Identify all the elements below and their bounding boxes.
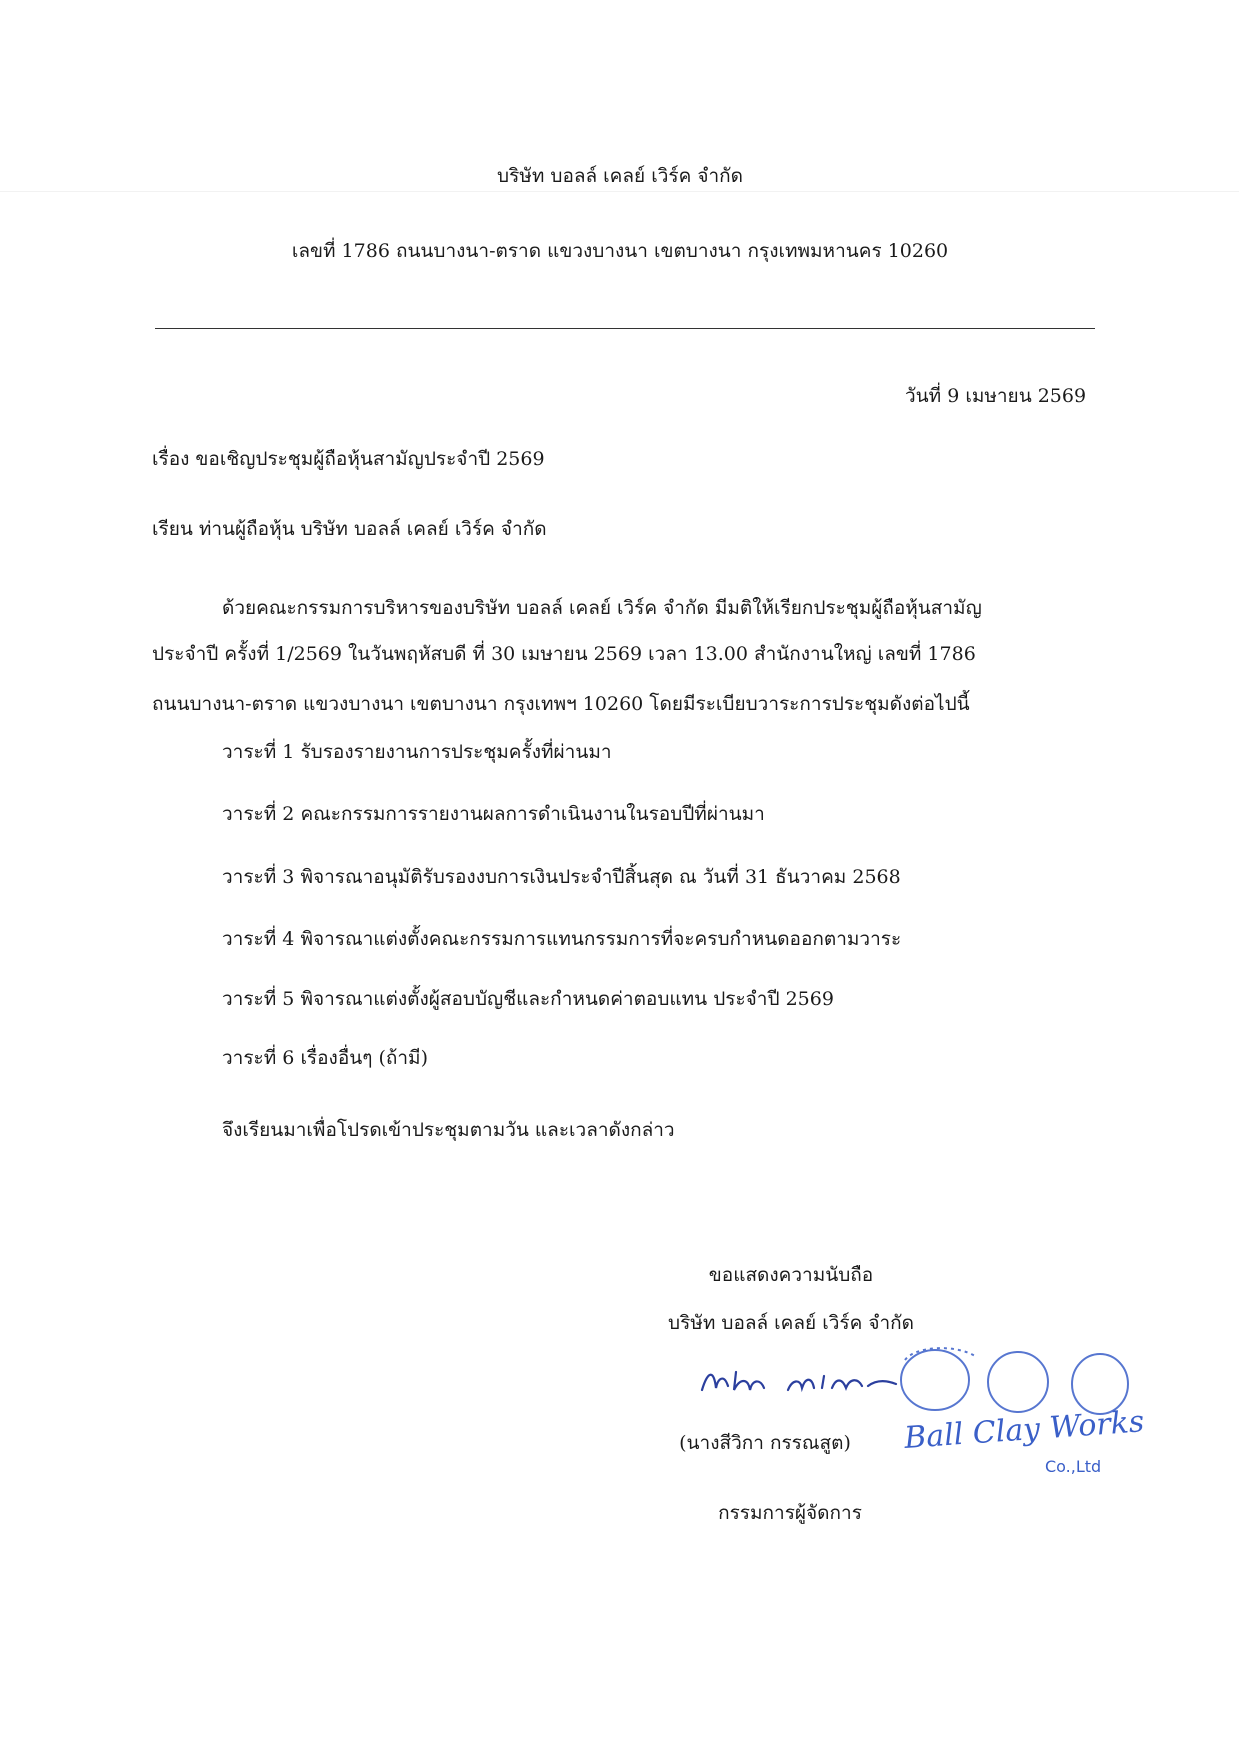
regards-text: ขอแสดงความนับถือ xyxy=(708,1264,874,1286)
signature-company: บริษัท บอลล์ เคลย์ เวิร์ค จำกัด xyxy=(668,1312,914,1334)
letter-subject: เรื่อง ขอเชิญประชุมผู้ถือหุ้นสามัญประจำปี 2569 xyxy=(152,448,545,470)
body-line-3: ถนนบางนา-ตราด แขวงบางนา เขตบางนา กรุงเทพฯ 10260 โดยมีระเบียบวาระการประชุมดังต่อไปนี้ xyxy=(152,693,970,715)
letter-date: วันที่ 9 เมษายน 2569 xyxy=(905,385,1087,407)
agenda-item-5: วาระที่ 5 พิจารณาแต่งตั้งผู้สอบบัญชีและกำหนดค่าตอบแทน ประจำปี 2569 xyxy=(222,988,834,1010)
body-line-1: ด้วยคณะกรรมการบริหารของบริษัท บอลล์ เคลย์ เวิร์ค จำกัด มีมติให้เรียกประชุมผู้ถือหุ้นสามัญ xyxy=(222,597,982,619)
seal-text: Ball Clay Works xyxy=(903,1404,1145,1456)
agenda-item-4: วาระที่ 4 พิจารณาแต่งตั้งคณะกรรมการแทนกรรมการที่จะครบกำหนดออกตามวาระ xyxy=(222,928,902,950)
signer-title: กรรมการผู้จัดการ xyxy=(718,1502,862,1524)
agenda-item-6: วาระที่ 6 เรื่องอื่นๆ (ถ้ามี) xyxy=(222,1047,428,1069)
signer-name: (นางสีวิกา กรรณสูต) xyxy=(679,1432,851,1454)
closing-line: จึงเรียนมาเพื่อโปรดเข้าประชุมตามวัน และเวลาดังกล่าว xyxy=(222,1119,675,1141)
header-divider xyxy=(155,328,1095,329)
agenda-item-2: วาระที่ 2 คณะกรรมการรายงานผลการดำเนินงานในรอบปีที่ผ่านมา xyxy=(222,803,765,825)
seal-subtext: Co.,Ltd xyxy=(1045,1457,1102,1476)
agenda-item-1: วาระที่ 1 รับรองรายงานการประชุมครั้งที่ผ่านมา xyxy=(222,741,612,763)
agenda-item-3: วาระที่ 3 พิจารณาอนุมัติรับรองงบการเงินประจำปีสิ้นสุด ณ วันที่ 31 ธันวาคม 2568 xyxy=(222,866,901,888)
company-address: เลขที่ 1786 ถนนบางนา-ตราด แขวงบางนา เขตบางนา กรุงเทพมหานคร 10260 xyxy=(291,240,949,262)
body-line-2: ประจำปี ครั้งที่ 1/2569 ในวันพฤหัสบดี ที่ 30 เมษายน 2569 เวลา 13.00 สำนักงานใหญ่ เลขที่ 1786 xyxy=(152,643,976,665)
company-name-heading: บริษัท บอลล์ เคลย์ เวิร์ค จำกัด xyxy=(497,165,743,187)
company-seal-stamp xyxy=(895,1340,1145,1480)
scan-artifact-line xyxy=(0,191,1239,192)
letter-recipient: เรียน ท่านผู้ถือหุ้น บริษัท บอลล์ เคลย์ เวิร์ค จำกัด xyxy=(152,518,547,540)
